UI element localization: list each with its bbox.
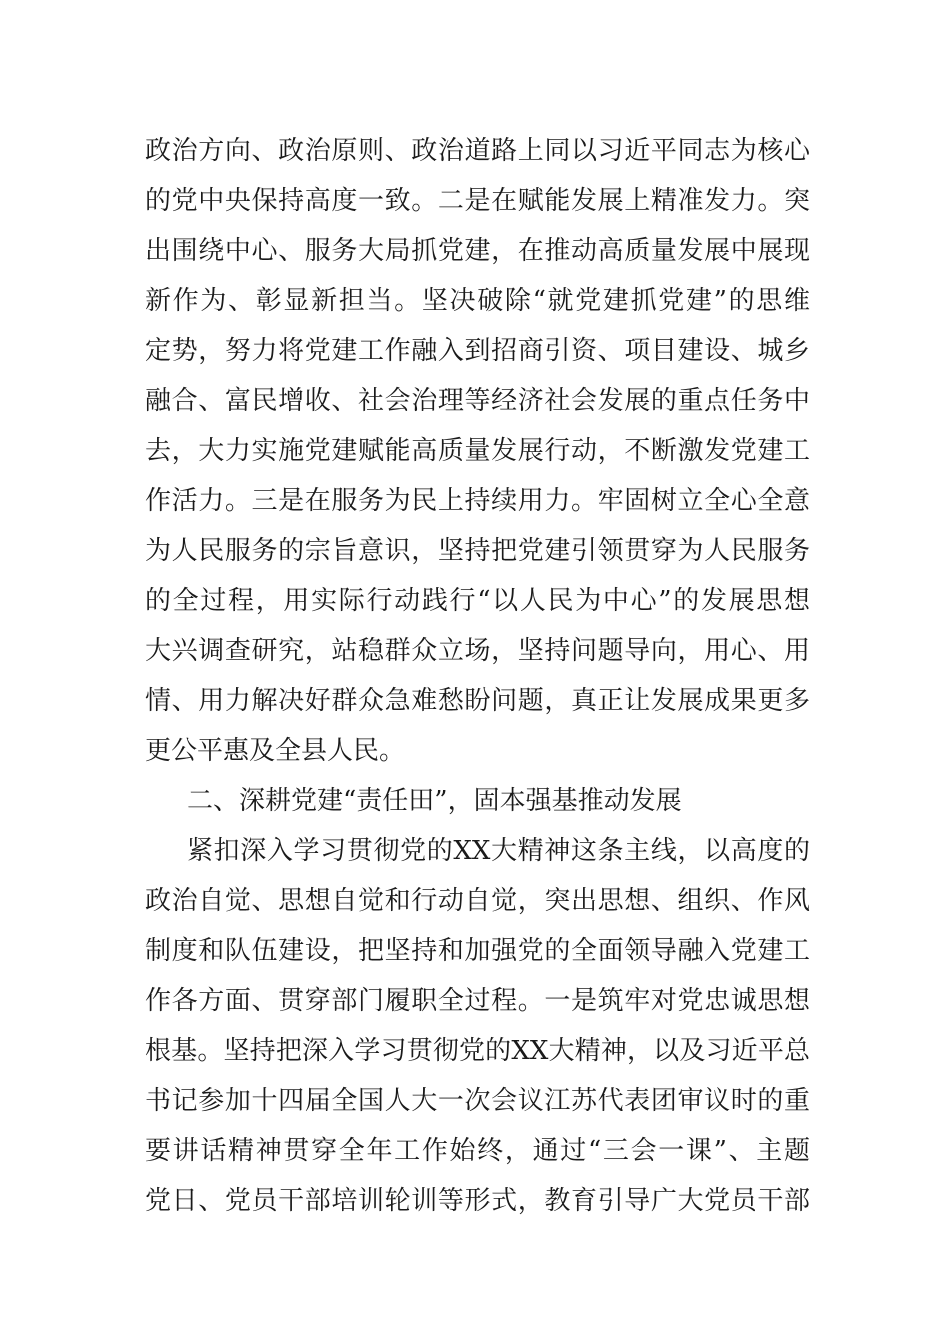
text-line: 政治自觉、思想自觉和行动自觉，突出思想、组织、作风 [145, 886, 810, 916]
text-line: 新作为、彰显新担当。坚决破除“就党建抓党建”的思维 [145, 286, 810, 316]
text-line: 定势，努力将党建工作融入到招商引资、项目建设、城乡 [145, 336, 810, 366]
text-line: 根基。坚持把深入学习贯彻党的XX大精神，以及习近平总 [145, 1036, 810, 1066]
paragraph-first-line: 紧扣深入学习贯彻党的XX大精神这条主线，以高度的 [187, 836, 810, 866]
text-line: 情、用力解决好群众急难愁盼问题，真正让发展成果更多 [145, 686, 810, 716]
text-line: 要讲话精神贯穿全年工作始终，通过“三会一课”、主题 [145, 1136, 810, 1166]
text-line: 作活力。三是在服务为民上持续用力。牢固树立全心全意 [145, 486, 810, 516]
text-line: 为人民服务的宗旨意识，坚持把党建引领贯穿为人民服务 [145, 536, 810, 566]
text-line: 政治方向、政治原则、政治道路上同以习近平同志为核心 [145, 136, 810, 166]
text-line: 书记参加十四届全国人大一次会议江苏代表团审议时的重 [145, 1086, 810, 1116]
text-line: 制度和队伍建设，把坚持和加强党的全面领导融入党建工 [145, 936, 810, 966]
text-line: 的党中央保持高度一致。二是在赋能发展上精准发力。突 [145, 186, 810, 216]
text-line: 去，大力实施党建赋能高质量发展行动，不断激发党建工 [145, 436, 810, 466]
text-line: 大兴调查研究，站稳群众立场，坚持问题导向，用心、用 [145, 636, 810, 666]
text-line: 出围绕中心、服务大局抓党建，在推动高质量发展中展现 [145, 236, 810, 266]
body-text [145, 126, 810, 1226]
text-line: 作各方面、贯穿部门履职全过程。一是筑牢对党忠诚思想 [145, 986, 810, 1016]
text-line: 更公平惠及全县人民。 [145, 736, 406, 766]
text-line: 党日、党员干部培训轮训等形式，教育引导广大党员干部 [145, 1186, 810, 1216]
text-line: 的全过程，用实际行动践行“以人民为中心”的发展思想 [145, 586, 810, 616]
text-line: 融合、富民增收、社会治理等经济社会发展的重点任务中 [145, 386, 810, 416]
section-heading: 二、深耕党建“责任田”，固本强基推动发展 [187, 786, 682, 816]
